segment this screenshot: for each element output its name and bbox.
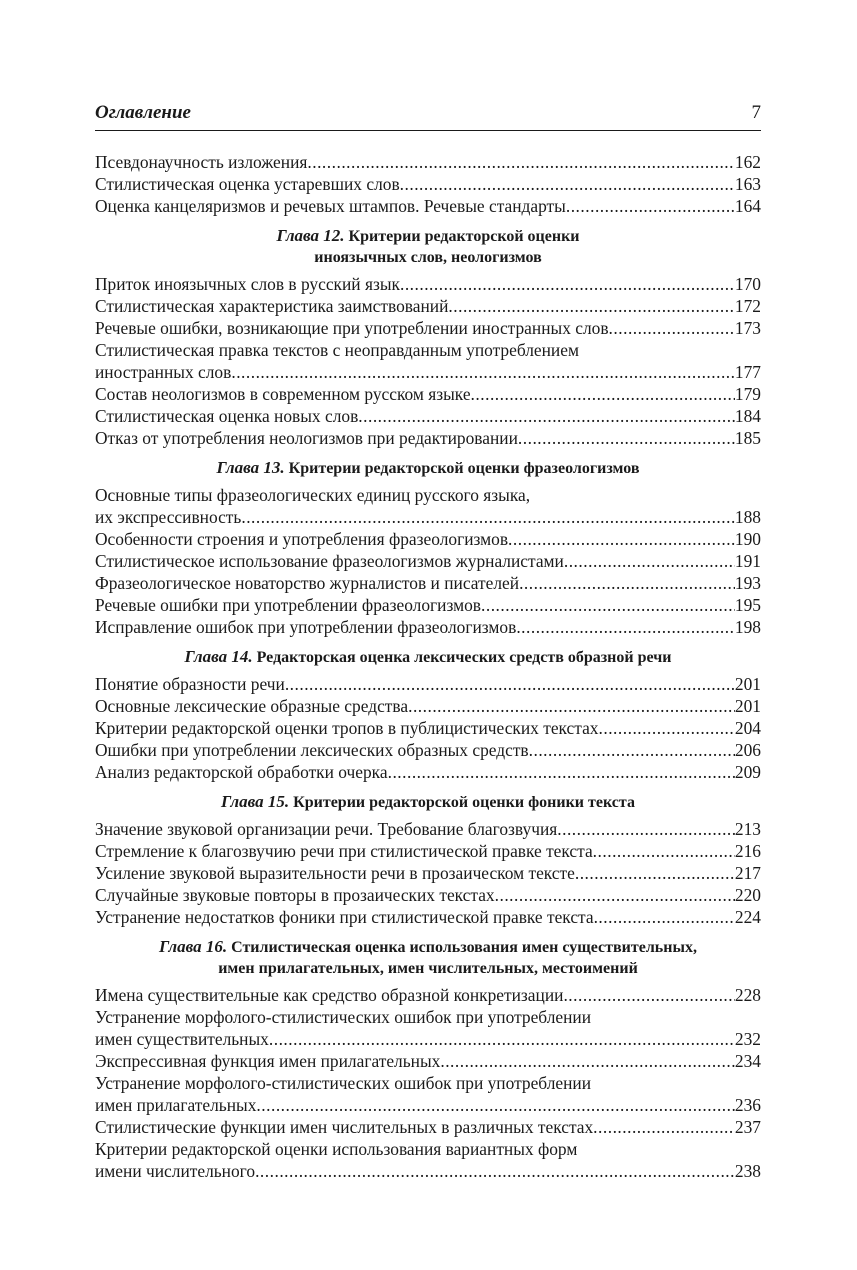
dot-leader bbox=[448, 295, 735, 317]
chapter-heading bbox=[95, 936, 761, 979]
dot-leader bbox=[518, 427, 735, 449]
toc-page-number: 224 bbox=[734, 907, 761, 927]
toc-entry[interactable] bbox=[95, 339, 761, 383]
toc-entry-title: Исправление ошибок при употреблении фразеологизмов bbox=[95, 617, 517, 637]
toc-entry-title: Анализ редакторской обработки очерка bbox=[95, 762, 388, 782]
toc-entry-title: Стилистическая характеристика заимствований bbox=[95, 296, 449, 316]
toc-entry[interactable] bbox=[95, 273, 761, 295]
chapter-label: Глава 14. bbox=[184, 647, 253, 666]
chapter-title: имен прилагательных, имен числительных, местоимений bbox=[218, 960, 638, 977]
toc-entry[interactable] bbox=[95, 739, 761, 761]
toc-entry-line bbox=[95, 1116, 761, 1138]
toc-page-number: 198 bbox=[734, 617, 761, 637]
toc-page-number: 163 bbox=[734, 174, 761, 194]
toc-entry-title: Понятие образности речи bbox=[95, 674, 285, 694]
toc-entry[interactable] bbox=[95, 151, 761, 173]
toc-page-number: 185 bbox=[734, 428, 761, 448]
toc-entry[interactable] bbox=[95, 1050, 761, 1072]
chapter-title: Критерии редакторской оценки фразеологизмов bbox=[288, 460, 640, 477]
dot-leader bbox=[481, 594, 735, 616]
dot-leader bbox=[566, 195, 735, 217]
toc-entry-title: Отказ от употребления неологизмов при редактировании bbox=[95, 428, 518, 448]
toc-entry-title: Устранение морфолого-стилистических ошибок при употреблении bbox=[95, 1073, 592, 1093]
toc-page-number: 232 bbox=[734, 1029, 761, 1049]
toc-entry-title: Речевые ошибки при употреблении фразеологизмов bbox=[95, 595, 482, 615]
chapter-heading bbox=[95, 457, 761, 479]
chapter-title: иноязычных слов, неологизмов bbox=[314, 249, 542, 266]
toc-page-number: 173 bbox=[734, 318, 761, 338]
toc-entry-line bbox=[95, 361, 761, 383]
toc-entry-title: Псевдонаучность изложения bbox=[95, 152, 308, 172]
toc-entry-line bbox=[95, 1138, 761, 1160]
toc-entry-line bbox=[95, 1050, 761, 1072]
dot-leader bbox=[564, 550, 735, 572]
toc-entry-line bbox=[95, 405, 761, 427]
toc-entry-line bbox=[95, 273, 761, 295]
toc-page-number: 201 bbox=[734, 696, 761, 716]
chapter-title: Стилистическая оценка использования имен существительных, bbox=[231, 939, 697, 956]
toc-entry[interactable] bbox=[95, 984, 761, 1006]
toc-entry-title: Особенности строения и употребления фразеологизмов bbox=[95, 529, 509, 549]
dot-leader bbox=[388, 761, 735, 783]
toc-entry-title: Устранение недостатков фоники при стилистической правке текста bbox=[95, 907, 594, 927]
toc-entry-line bbox=[95, 884, 761, 906]
toc-entry-line bbox=[95, 862, 761, 884]
toc-entry[interactable] bbox=[95, 906, 761, 928]
dot-leader bbox=[593, 840, 735, 862]
toc-entry-title: Основные лексические образные средства bbox=[95, 696, 409, 716]
chapter-title: Критерии редакторской оценки bbox=[348, 228, 580, 245]
toc-page-number: 184 bbox=[734, 406, 761, 426]
toc-entry-line bbox=[95, 616, 761, 638]
toc-entry-title: Имена существительные как средство образной конкретизации bbox=[95, 985, 564, 1005]
toc-entry[interactable] bbox=[95, 695, 761, 717]
toc-entry-line bbox=[95, 594, 761, 616]
toc-entry-title: Стилистическая оценка устаревших слов bbox=[95, 174, 400, 194]
toc-entry-line bbox=[95, 195, 761, 217]
toc-entry[interactable] bbox=[95, 840, 761, 862]
toc-page-number: 188 bbox=[734, 507, 761, 527]
dot-leader bbox=[599, 717, 735, 739]
dot-leader bbox=[609, 317, 735, 339]
chapter-heading-row bbox=[95, 457, 761, 479]
toc-page-number: 234 bbox=[734, 1051, 761, 1071]
dot-leader bbox=[519, 572, 735, 594]
chapter-label: Глава 12. bbox=[276, 226, 345, 245]
toc-page-number: 193 bbox=[734, 573, 761, 593]
running-header bbox=[95, 98, 761, 131]
toc-entry-line bbox=[95, 906, 761, 928]
toc-entry-line bbox=[95, 550, 761, 572]
toc-page-number: 216 bbox=[734, 841, 761, 861]
toc-page-number: 236 bbox=[734, 1095, 761, 1115]
dot-leader bbox=[408, 695, 735, 717]
dot-leader bbox=[285, 673, 735, 695]
chapter-label: Глава 16. bbox=[159, 937, 228, 956]
toc-page-number: 172 bbox=[734, 296, 761, 316]
toc-entry-title: Стилистическая оценка новых слов bbox=[95, 406, 359, 426]
toc-entry-line bbox=[95, 339, 761, 361]
toc-entry-title: Основные типы фразеологических единиц русского языка, bbox=[95, 485, 531, 505]
toc-entry[interactable] bbox=[95, 550, 761, 572]
toc-entry-line bbox=[95, 1094, 761, 1116]
chapter-heading-row bbox=[95, 958, 761, 979]
toc-entry-line bbox=[95, 295, 761, 317]
toc-page-number: 162 bbox=[734, 152, 761, 172]
toc-entry-line bbox=[95, 1006, 761, 1028]
toc-entry-title: Стилистическое использование фразеологизмов журналистами bbox=[95, 551, 564, 571]
toc-entry-title: Состав неологизмов в современном русском языке bbox=[95, 384, 471, 404]
toc-entry-title: иностранных слов bbox=[95, 362, 232, 382]
toc-page-number: 228 bbox=[734, 985, 761, 1005]
dot-leader bbox=[307, 151, 735, 173]
toc-entry-line bbox=[95, 572, 761, 594]
toc-entry[interactable] bbox=[95, 1072, 761, 1116]
toc-entry-line bbox=[95, 484, 761, 506]
toc-entry-title: Приток иноязычных слов в русский язык bbox=[95, 274, 400, 294]
toc-page-number: 179 bbox=[734, 384, 761, 404]
toc-entry[interactable] bbox=[95, 484, 761, 528]
dot-leader bbox=[471, 383, 735, 405]
toc-entry-title: имен прилагательных bbox=[95, 1095, 257, 1115]
toc-entry-title: Критерии редакторской оценки тропов в публицистических текстах bbox=[95, 718, 599, 738]
dot-leader bbox=[358, 405, 735, 427]
toc-entry[interactable] bbox=[95, 862, 761, 884]
toc-entry-title: Случайные звуковые повторы в прозаических текстах bbox=[95, 885, 495, 905]
toc-entry-title: Устранение морфолого-стилистических ошибок при употреблении bbox=[95, 1007, 592, 1027]
toc-entry-title: имен существительных bbox=[95, 1029, 269, 1049]
toc-entry[interactable] bbox=[95, 818, 761, 840]
page-number: 7 bbox=[751, 102, 761, 123]
toc-entry[interactable] bbox=[95, 884, 761, 906]
toc-entry-line bbox=[95, 1072, 761, 1094]
chapter-heading bbox=[95, 225, 761, 268]
table-of-contents bbox=[95, 151, 761, 1182]
dot-leader bbox=[269, 1028, 735, 1050]
toc-entry-line bbox=[95, 717, 761, 739]
toc-entry[interactable] bbox=[95, 173, 761, 195]
chapter-title: Редакторская оценка лексических средств образной речи bbox=[256, 649, 672, 666]
dot-leader bbox=[440, 1050, 735, 1072]
chapter-title: Критерии редакторской оценки фоники текста bbox=[293, 794, 635, 811]
toc-entry-line bbox=[95, 1160, 761, 1182]
toc-entry-line bbox=[95, 840, 761, 862]
toc-entry-line bbox=[95, 695, 761, 717]
toc-entry[interactable] bbox=[95, 673, 761, 695]
toc-entry-line bbox=[95, 761, 761, 783]
toc-entry-line bbox=[95, 506, 761, 528]
toc-entry[interactable] bbox=[95, 317, 761, 339]
toc-entry-title: их экспрессивность bbox=[95, 507, 242, 527]
toc-page-number: 170 bbox=[734, 274, 761, 294]
toc-entry-title: Оценка канцеляризмов и речевых штампов. Речевые стандарты bbox=[95, 196, 566, 216]
toc-entry-title: Речевые ошибки, возникающие при употреблении иностранных слов bbox=[95, 318, 609, 338]
toc-entry[interactable] bbox=[95, 616, 761, 638]
toc-entry-line bbox=[95, 739, 761, 761]
toc-entry-line bbox=[95, 173, 761, 195]
toc-entry-title: Значение звуковой организации речи. Требование благозвучия bbox=[95, 819, 558, 839]
dot-leader bbox=[594, 906, 735, 928]
toc-entry[interactable] bbox=[95, 717, 761, 739]
toc-entry-line bbox=[95, 151, 761, 173]
dot-leader bbox=[575, 862, 735, 884]
chapter-heading-row bbox=[95, 936, 761, 958]
toc-entry-title: Критерии редакторской оценки использования вариантных форм bbox=[95, 1139, 578, 1159]
chapter-label: Глава 13. bbox=[216, 458, 285, 477]
toc-entry[interactable] bbox=[95, 761, 761, 783]
toc-entry[interactable] bbox=[95, 1138, 761, 1182]
dot-leader bbox=[529, 739, 735, 761]
toc-entry[interactable] bbox=[95, 1006, 761, 1050]
dot-leader bbox=[563, 984, 734, 1006]
toc-entry-title: Усиление звуковой выразительности речи в прозаическом тексте bbox=[95, 863, 575, 883]
dot-leader bbox=[593, 1116, 735, 1138]
toc-entry[interactable] bbox=[95, 427, 761, 449]
dot-leader bbox=[495, 884, 735, 906]
toc-entry-line bbox=[95, 1028, 761, 1050]
toc-page-number: 217 bbox=[734, 863, 761, 883]
toc-entry-title: имени числительного bbox=[95, 1161, 256, 1181]
toc-page-number: 164 bbox=[734, 196, 761, 216]
dot-leader bbox=[516, 616, 735, 638]
dot-leader bbox=[256, 1094, 734, 1116]
dot-leader bbox=[241, 506, 735, 528]
toc-entry-line bbox=[95, 818, 761, 840]
toc-page-number: 191 bbox=[734, 551, 761, 571]
toc-entry[interactable] bbox=[95, 295, 761, 317]
dot-leader bbox=[557, 818, 735, 840]
toc-page-number: 220 bbox=[734, 885, 761, 905]
dot-leader bbox=[400, 173, 735, 195]
toc-entry-title: Стилистические функции имен числительных в различных текстах bbox=[95, 1117, 594, 1137]
toc-page-number: 177 bbox=[734, 362, 761, 382]
chapter-heading bbox=[95, 646, 761, 668]
chapter-heading bbox=[95, 791, 761, 813]
toc-entry[interactable] bbox=[95, 528, 761, 550]
toc-entry[interactable] bbox=[95, 405, 761, 427]
toc-page-number: 204 bbox=[734, 718, 761, 738]
toc-entry-line bbox=[95, 383, 761, 405]
toc-entry-line bbox=[95, 984, 761, 1006]
dot-leader bbox=[400, 273, 735, 295]
toc-entry[interactable] bbox=[95, 572, 761, 594]
dot-leader bbox=[508, 528, 735, 550]
toc-entry-title: Экспрессивная функция имен прилагательных bbox=[95, 1051, 441, 1071]
toc-page-number: 190 bbox=[734, 529, 761, 549]
toc-entry[interactable] bbox=[95, 594, 761, 616]
chapter-heading-row bbox=[95, 247, 761, 268]
toc-page-number: 195 bbox=[734, 595, 761, 615]
chapter-heading-row bbox=[95, 225, 761, 247]
toc-entry-title: Стремление к благозвучию речи при стилистической правке текста bbox=[95, 841, 593, 861]
toc-page-number: 209 bbox=[734, 762, 761, 782]
dot-leader bbox=[255, 1160, 735, 1182]
toc-page-number: 201 bbox=[734, 674, 761, 694]
toc-page-number: 206 bbox=[734, 740, 761, 760]
dot-leader bbox=[231, 361, 735, 383]
header-title: Оглавление bbox=[95, 102, 191, 123]
toc-entry-title: Фразеологическое новаторство журналистов и писателей bbox=[95, 573, 520, 593]
toc-entry-line bbox=[95, 317, 761, 339]
chapter-heading-row bbox=[95, 791, 761, 813]
toc-entry[interactable] bbox=[95, 195, 761, 217]
toc-page-number: 213 bbox=[734, 819, 761, 839]
toc-entry-line bbox=[95, 427, 761, 449]
toc-entry-line bbox=[95, 673, 761, 695]
toc-page-number: 238 bbox=[734, 1161, 761, 1181]
toc-page-number: 237 bbox=[734, 1117, 761, 1137]
toc-entry-line bbox=[95, 528, 761, 550]
chapter-label: Глава 15. bbox=[221, 792, 290, 811]
toc-entry[interactable] bbox=[95, 1116, 761, 1138]
toc-entry-title: Ошибки при употреблении лексических образных средств bbox=[95, 740, 529, 760]
toc-entry[interactable] bbox=[95, 383, 761, 405]
chapter-heading-row bbox=[95, 646, 761, 668]
toc-entry-title: Стилистическая правка текстов с неоправданным употреблением bbox=[95, 340, 579, 360]
